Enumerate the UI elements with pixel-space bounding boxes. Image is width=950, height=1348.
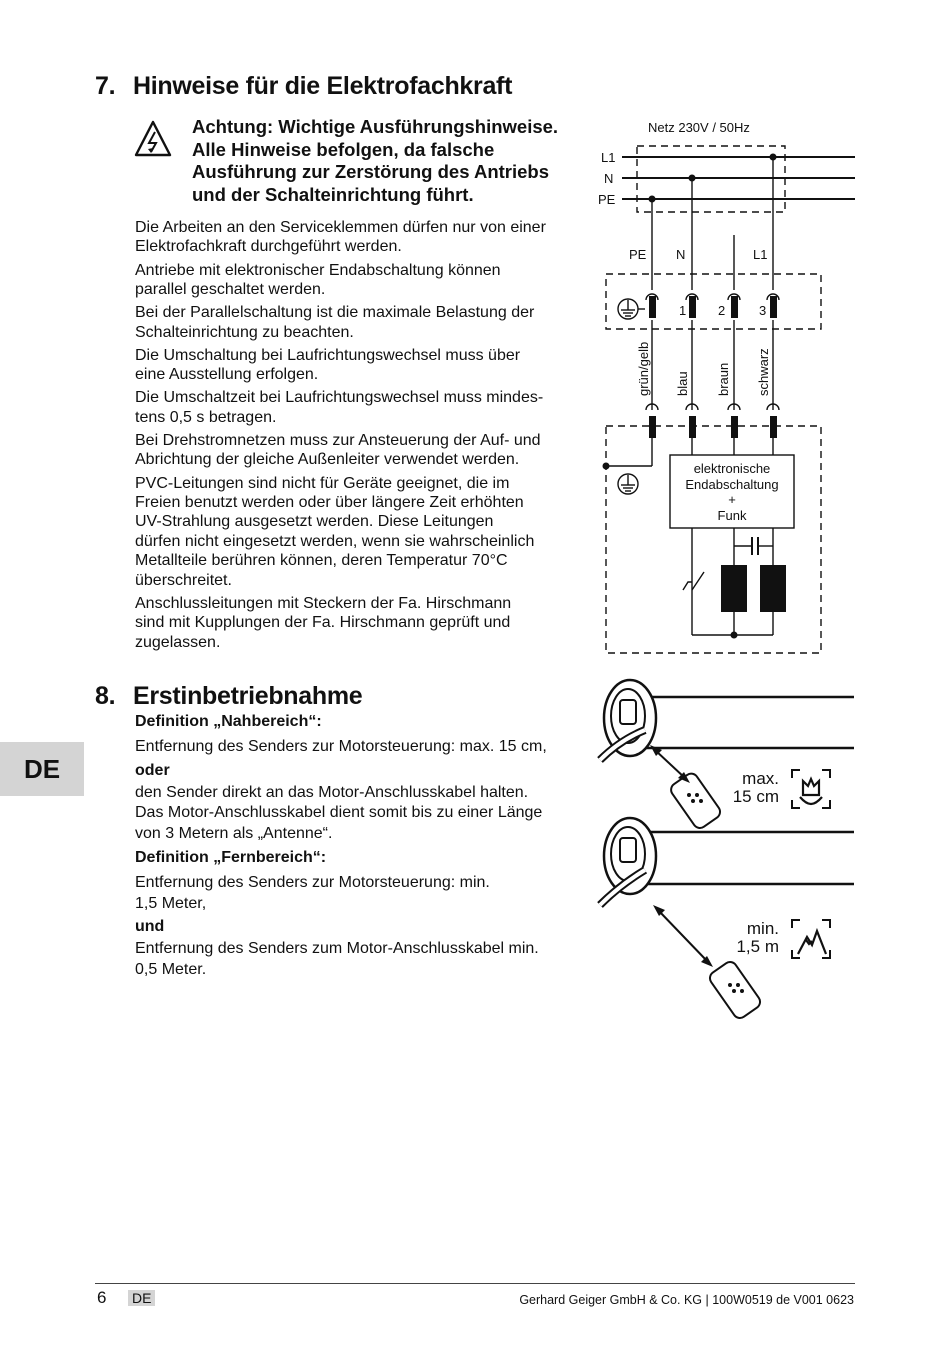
high-voltage-warning-icon [134,120,172,158]
wiring-diagram [590,112,860,662]
far-text: Entfernung des Senders zur Motorsteuerung: min. 1,5 Meter, [135,874,490,912]
near-distance: 15 cm [732,787,779,806]
paragraph: Die Umschaltung bei Laufrichtungswechsel muss über eine Ausstellung erfolgen. [135,346,521,384]
paragraph: Anschlussleitungen mit Steckern der Fa. Hirschmann sind mit Kupplungen der Fa. Hirschmann geprüft und zugelassen. [135,594,512,651]
definition-near-label: Definition „Nahbereich“: [135,713,322,730]
section-7-title: Hinweise für die Elektrofachkraft [133,72,513,100]
terminal-number: 1 [679,303,687,318]
footer-lang: DE [128,1290,155,1306]
box-label: elektronische [693,461,771,476]
section-7-number: 7. [95,72,116,100]
paragraph: Bei Drehstromnetzen muss zur Ansteuerung der Auf- und Abrichtung der gleiche Außenleiter verwendet werden. [135,432,541,469]
warning-line: Ausführung zur Zerstörung des Antriebs [192,161,549,182]
far-distance: 1,5 m [736,937,779,956]
section-8-title: Erstinbetriebnahme [133,682,363,710]
section-8-number: 8. [95,682,116,710]
motor-coil [721,565,747,612]
paragraph: Die Umschaltzeit bei Laufrichtungswechsel muss mindes- tens 0,5 s betragen. [135,389,544,426]
language-tab: DE [0,742,84,796]
near-distance: max. [742,769,779,788]
section-8-heading [95,682,362,711]
line-label: L1 [601,150,616,165]
line-label: PE [598,192,616,207]
motor-coil [760,565,786,612]
page-number: 6 [97,1288,107,1307]
box-label: + [728,492,736,507]
net-label: Netz 230V / 50Hz [648,120,750,135]
terminal-number: 2 [718,303,726,318]
line-label: N [604,171,614,186]
warning-line: Achtung: Wichtige Ausführungshinweise. [192,116,559,137]
paragraph: Antriebe mit elektronischer Endabschaltung können parallel geschaltet werden. [135,261,501,299]
section-8-body [135,712,595,980]
section-7-body [135,218,590,656]
warning-line: und der Schalteinrichtung führt. [192,183,474,205]
paragraph: Die Arbeiten an den Serviceklemmen dürfen nur von einer Elektrofachkraft durchgeführt werden. [135,219,546,256]
wire-color-label: grün/gelb [636,341,651,396]
range-illustration [590,670,855,1020]
near-text: Entfernung des Senders zur Motorsteuerung: max. 15 cm, [135,738,547,755]
definition-far-label: Definition „Fernbereich“: [135,849,327,866]
terminal-number: 3 [759,303,767,318]
footer-divider [95,1283,855,1284]
wire-color-label: blau [675,371,690,396]
terminal-label: PE [629,247,647,262]
far-text: Entfernung des Senders zum Motor-Anschlusskabel min. 0,5 Meter. [135,940,539,978]
section-7-heading [95,72,512,101]
remote-control [668,771,722,831]
paragraph: Bei der Parallelschaltung ist die maximale Belastung der Schalteinrichtung zu beachten. [135,304,535,341]
far-distance: min. [746,919,779,938]
flower-icon [800,779,822,804]
warning-text [192,116,558,206]
paragraph: PVC-Leitungen sind nicht für Geräte geeignet, die im Freien benutzt werden oder über längere Zeit erhöhten UV-Strahlung ausgesetzt werden. Diese Leitungen dürfen nicht eingesetzt werden, wenn sie wahrscheinlich Metallteile berühren können, deren Temperatur 70°C überschreitet. [135,474,535,589]
warning-line: Alle Hinweise befolgen, da falsche [192,138,495,160]
wire-color-label: braun [716,362,731,396]
box-label: Endabschaltung [685,477,779,492]
wire-color-label: schwarz [756,348,771,396]
footer-publisher: Gerhard Geiger GmbH & Co. KG | 100W0519 de V001 0623 [519,1293,854,1307]
near-text: den Sender direkt an das Motor-Anschlusskabel halten. Das Motor-Anschlusskabel dient somit bis zu einer Länge von 3 Metern als „Antenne“. [135,783,543,842]
box-label: Funk [717,508,747,523]
mountain-icon [798,931,826,954]
terminal-frame [606,274,821,329]
oder-label: oder [135,761,170,779]
terminal-label: L1 [753,247,768,262]
und-label: und [135,918,165,935]
terminal-label: N [676,247,686,262]
